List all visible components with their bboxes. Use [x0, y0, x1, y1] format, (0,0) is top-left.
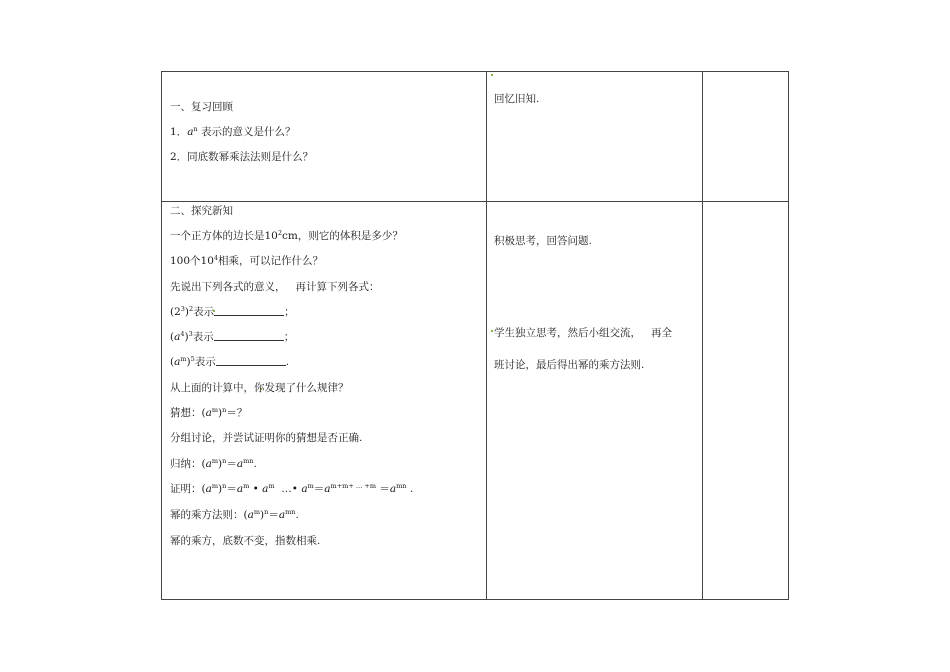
explore-activity-3: 班讨论，最后得出幂的乘方法则. [494, 359, 645, 371]
explore-activity-2 [494, 327, 672, 340]
item2-outer-exponent: 3 [188, 330, 193, 338]
item1-outer-exponent: 2 [189, 305, 194, 313]
item3-inner-exponent: m [180, 355, 187, 363]
item1-end: ； [284, 306, 295, 318]
proof-inner-exponent: m [211, 482, 219, 490]
item2-label: 表示 [192, 331, 214, 343]
induce-base: a [205, 458, 212, 470]
item3-outer-exponent: 5 [190, 355, 195, 363]
item3-label: 表示 [194, 356, 216, 368]
item1-inner-exponent: 3 [180, 305, 185, 313]
explore-heading: 二、探究新知 [170, 205, 233, 217]
rule-outer-exponent: n [264, 508, 269, 516]
proof-term-2: a [262, 483, 269, 495]
proof-term-5: a [389, 483, 397, 495]
induce-equals: ＝ [226, 458, 237, 470]
item3-open: ( [170, 356, 175, 368]
pattern-question: 从上面的计算中，你发现了什么规律？ [170, 382, 349, 394]
item2-inner-exponent: 4 [180, 330, 185, 338]
proof-equals-1: ＝ [226, 483, 237, 495]
q1-text: 表示的意义是什么？ [200, 126, 296, 138]
proof-term-5-exponent: mn [396, 482, 407, 490]
item2-blank [214, 331, 284, 341]
item2-close: ) [184, 331, 189, 343]
q1-exponent: n [193, 125, 198, 133]
item2-open: ( [170, 331, 175, 343]
induce-result-base: a [236, 458, 244, 470]
review-activity: 回忆旧知. [494, 93, 540, 105]
guess-inner-exponent: m [211, 406, 219, 414]
induce-inner-exponent: m [211, 457, 219, 465]
proof-equals-3: ＝ [379, 483, 390, 495]
rule-inner-exponent: m [253, 508, 261, 516]
proof-term-1: a [236, 483, 244, 495]
proof-term-3-exponent: m [307, 482, 314, 490]
induce-close: ) [218, 458, 223, 470]
table-border-top [161, 71, 789, 72]
proof-term-4-exponent: m+m+ … +m [330, 482, 377, 490]
hundred-text: 100个10 [170, 255, 214, 267]
table-border-left [161, 71, 162, 600]
review-heading: 一、复习回顾 [170, 101, 233, 113]
proof-term-4: a [324, 483, 331, 495]
cube-exponent: 2 [277, 229, 283, 237]
item1-open: (2 [170, 306, 181, 318]
hundred-question [170, 255, 323, 268]
proof-equals-2: ＝ [313, 483, 325, 495]
proof-line [170, 483, 413, 496]
artifact-dot [491, 74, 493, 76]
proof-label: 证明：( [170, 483, 206, 495]
cube-text-end: cm，则它的体积是多少？ [282, 230, 403, 242]
hundred-exponent: 4 [213, 254, 219, 262]
table-border-right [788, 71, 789, 600]
guess-base: a [205, 407, 212, 419]
table-col-divider-1 [486, 71, 487, 600]
proof-term-3: a [301, 483, 308, 495]
guess-label: 猜想：( [170, 407, 206, 419]
item3-end: . [285, 356, 290, 368]
explore-activity-1: 积极思考，回答问题. [494, 235, 592, 247]
expression-item-1 [170, 306, 295, 319]
proof-dot: • [252, 483, 259, 495]
proof-outer-exponent: n [222, 482, 227, 490]
item1-close: ) [184, 306, 190, 318]
instruction-part-1: 先说出下列各式的意义， [170, 281, 286, 293]
explore-activity-2a: 学生独立思考，然后小组交流， [494, 327, 641, 339]
proof-term-1-exponent: m [243, 482, 250, 490]
expression-item-3 [170, 356, 289, 369]
rule-result-base: a [278, 509, 286, 521]
artifact-dot [491, 330, 493, 332]
rule-end: . [295, 509, 299, 521]
item3-close: ) [186, 356, 191, 368]
induce-outer-exponent: n [222, 457, 227, 465]
rule-equals: ＝ [268, 509, 279, 521]
rule-line [170, 509, 299, 522]
table-col-divider-2 [702, 71, 703, 600]
guess-close: ) [218, 407, 223, 419]
item3-blank [216, 356, 286, 366]
proof-end: . [409, 483, 414, 495]
q1-base: a [187, 126, 194, 138]
rule-base: a [247, 509, 254, 521]
expression-item-2 [170, 331, 294, 344]
proof-close: ) [218, 483, 223, 495]
guess-line [170, 407, 247, 420]
review-question-1 [170, 126, 295, 139]
proof-ellipsis: …• [281, 483, 298, 495]
review-question-2: 2．同底数幂乘法法则是什么？ [170, 151, 314, 163]
proof-term-2-exponent: m [268, 482, 275, 490]
induce-end: . [253, 458, 257, 470]
rule-close: ) [260, 509, 265, 521]
cube-question [170, 230, 403, 243]
item1-label: 表示 [193, 306, 215, 318]
rule-label: 幂的乘方法则：( [170, 509, 248, 521]
item1-blank [214, 306, 284, 316]
item3-base: a [174, 356, 181, 368]
table-row-divider [161, 201, 789, 202]
discussion-line: 分组讨论，并尝试证明你的猜想是否正确. [170, 432, 363, 444]
instruction [170, 281, 380, 294]
hundred-text-end: 相乘，可以记作什么？ [218, 255, 324, 267]
q1-number: 1． [170, 126, 188, 138]
rule-result-exponent: mn [285, 508, 296, 516]
instruction-part-2: 再计算下列各式： [295, 281, 380, 293]
cube-text: 一个正方体的边长是10 [170, 230, 278, 242]
induce-label: 归纳：( [170, 458, 206, 470]
table-border-bottom [161, 599, 789, 600]
proof-base: a [205, 483, 212, 495]
guess-end: ＝？ [226, 407, 248, 419]
explore-activity-2b: 再全 [651, 327, 672, 339]
item2-base: a [174, 331, 181, 343]
summary-line: 幂的乘方，底数不变，指数相乘. [170, 535, 321, 547]
induce-result-exponent: mn [243, 457, 254, 465]
item2-end: ； [283, 331, 295, 343]
induction-line [170, 458, 257, 471]
guess-outer-exponent: n [222, 406, 227, 414]
